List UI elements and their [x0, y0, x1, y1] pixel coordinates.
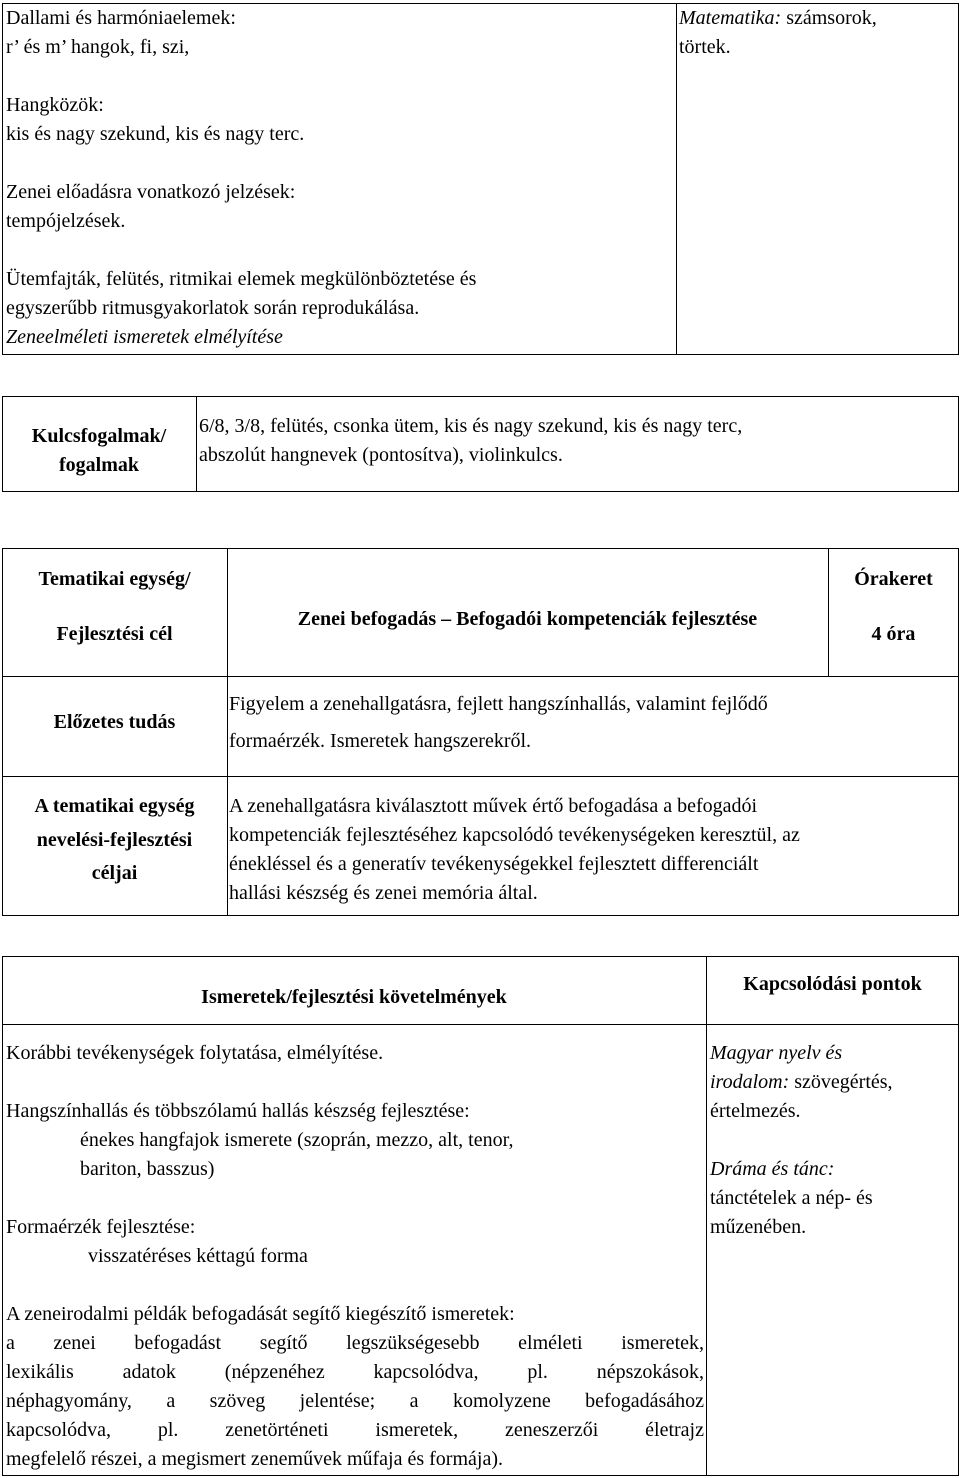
- hours-value: 4 óra: [871, 623, 916, 645]
- top-line-5: Zenei előadásra vonatkozó jelzések:: [6, 181, 296, 203]
- goals-text-4: hallási készség és zenei memória által.: [229, 882, 538, 904]
- top-right-subject: [679, 4, 877, 33]
- unit-title: Zenei befogadás – Befogadói kompetenciák fejlesztése: [297, 608, 758, 630]
- kulcs-label-1: Kulcsfogalmak/: [31, 425, 167, 447]
- req-p3: Formaérzék fejlesztése:: [6, 1216, 196, 1238]
- goals-label-2: nevelési-fejlesztési: [36, 829, 193, 851]
- top-table-divider: [676, 3, 677, 355]
- goals-text-3: énekléssel és a generatív tevékenységekkel fejlesztett differenciált: [229, 853, 759, 875]
- kulcs-divider: [196, 396, 197, 492]
- req-p1: Korábbi tevékenységek folytatása, elmélyítése.: [6, 1042, 384, 1064]
- req-p4: A zeneirodalmi példák befogadását segítő kiegészítő ismeretek:: [6, 1303, 515, 1325]
- req-p4-line4: kapcsolódva, pl. zenetörténeti ismeretek, zeneszerzői életrajz: [6, 1419, 704, 1441]
- goals-label-3: céljai: [91, 862, 138, 884]
- req-p4-line1: a zenei befogadást segítő legszükségesebb elméleti ismeretek,: [6, 1332, 704, 1354]
- goals-text-1: A zenehallgatásra kiválasztott művek értő befogadása a befogadói: [229, 795, 758, 817]
- tematikai-row1-bottom: [2, 676, 959, 677]
- top-line-9: Zeneelméleti ismeretek elmélyítése: [6, 326, 283, 348]
- tematikai-row2-bottom: [2, 776, 959, 777]
- top-right-line2: törtek.: [679, 36, 731, 58]
- prior-text-2: formaérzék. Ismeretek hangszerekről.: [229, 730, 532, 752]
- prior-label: Előzetes tudás: [53, 711, 176, 733]
- link-drama-title: Dráma és tánc:: [710, 1158, 835, 1180]
- hours-label: Órakeret: [854, 568, 933, 590]
- link-drama-2: műzenében.: [710, 1216, 807, 1238]
- req-p2-sub1: énekes hangfajok ismerete (szoprán, mezzo, alt, tenor,: [80, 1129, 514, 1151]
- req-p2: Hangszínhallás és többszólamú hallás készség fejlesztése:: [6, 1100, 470, 1122]
- req-header-bottom: [2, 1024, 959, 1025]
- subject-name: Matematika:: [679, 7, 782, 29]
- kulcs-label-2: fogalmak: [59, 454, 139, 476]
- req-header-left: Ismeretek/fejlesztési követelmények: [201, 986, 507, 1008]
- unit-label-1: Tematikai egység/: [38, 568, 191, 590]
- req-divider: [706, 956, 707, 1476]
- link-drama-1: tánctételek a nép- és: [710, 1187, 873, 1209]
- subject-text: számsorok,: [781, 7, 877, 29]
- req-p4-line5: megfelelő részei, a megismert zeneművek műfaja és formája).: [6, 1448, 503, 1470]
- req-header-right: Kapcsolódási pontok: [743, 973, 922, 995]
- top-line-7: Ütemfajták, felütés, ritmikai elemek megkülönböztetése és: [6, 268, 477, 290]
- kulcs-text-1: 6/8, 3/8, felütés, csonka ütem, kis és nagy szekund, kis és nagy terc,: [199, 415, 743, 437]
- req-p4-line3: néphagyomány, a szöveg jelentése; a komolyzene befogadásához: [6, 1390, 704, 1412]
- prior-text-1: Figyelem a zenehallgatásra, fejlett hangszínhallás, valamint fejlődő: [229, 693, 768, 715]
- req-p2-sub2: bariton, basszus): [80, 1158, 215, 1180]
- top-line-3: Hangközök:: [6, 94, 104, 116]
- link-magyar-text: szövegértés,: [789, 1071, 893, 1093]
- goals-label-1: A tematikai egység: [34, 795, 195, 817]
- goals-text-2: kompetenciák fejlesztéséhez kapcsolódó tevékenységeken keresztül, az: [229, 824, 800, 846]
- top-line-1: Dallami és harmóniaelemek:: [6, 7, 236, 29]
- link-magyar-1: Magyar nyelv és: [710, 1042, 843, 1064]
- link-magyar-subject: irodalom:: [710, 1071, 790, 1093]
- top-line-4: kis és nagy szekund, kis és nagy terc.: [6, 123, 305, 145]
- top-line-2: r’ és m’ hangok, fi, szi,: [6, 36, 190, 58]
- tematikai-divider: [227, 548, 228, 916]
- kulcs-text-2: abszolút hangnevek (pontosítva), violinkulcs.: [199, 444, 563, 466]
- link-magyar-3: értelmezés.: [710, 1100, 801, 1122]
- top-line-8: egyszerűbb ritmusgyakorlatok során reprodukálása.: [6, 297, 420, 319]
- req-p3-sub: visszatéréses kéttagú forma: [88, 1245, 308, 1267]
- top-line-6: tempójelzések.: [6, 210, 126, 232]
- unit-label-2: Fejlesztési cél: [56, 623, 173, 645]
- req-p4-line2: lexikális adatok (népzenéhez kapcsolódva, pl. népszokások,: [6, 1361, 704, 1383]
- link-magyar-2: [710, 1068, 893, 1097]
